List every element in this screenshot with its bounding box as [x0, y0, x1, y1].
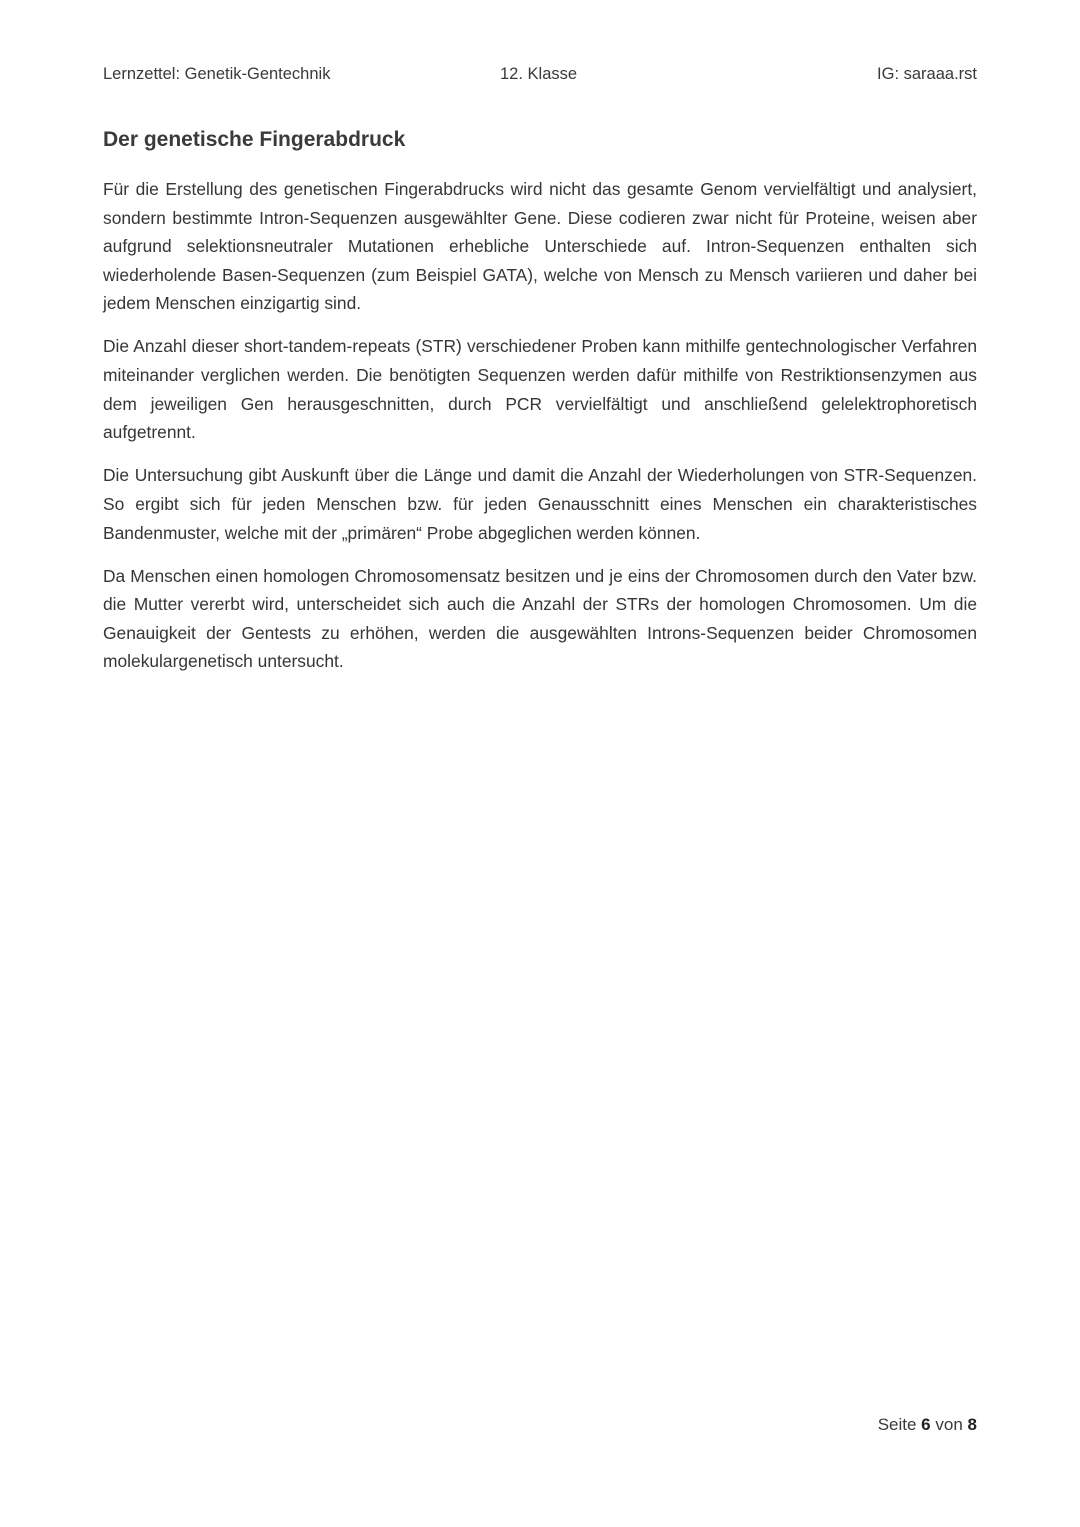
- page-number-prefix: Seite: [877, 1415, 917, 1434]
- page-number: [878, 1415, 977, 1435]
- paragraph: Die Anzahl dieser short-tandem-repeats (STR) verschiedener Proben kann mithilfe gentechnologischer Verfahren miteinander verglichen werden. Die benötigten Sequenzen werden dafür mithilfe von Restriktionsenzymen aus dem jeweiligen Gen herausgeschnitten, durch PCR vervielfältigt und anschließend gelelektrophoretisch aufgetrennt.: [103, 336, 977, 443]
- total-pages: 8: [967, 1415, 977, 1434]
- page-number-middle: von: [935, 1415, 963, 1434]
- header-author: IG: saraaa.rst: [877, 65, 977, 83]
- document-body: [103, 175, 977, 691]
- paragraph: Da Menschen einen homologen Chromosomensatz besitzen und je eins der Chromosomen durch den Vater bzw. die Mutter vererbt wird, unterscheidet sich auch die Anzahl der STRs der homologen Chromosomen. Um die Genauigkeit der Gentests zu erhöhen, werden die ausgewählten Introns-Sequenzen beider Chromosomen molekulargenetisch untersucht.: [103, 565, 977, 672]
- current-page: 6: [921, 1415, 931, 1434]
- paragraph: Die Untersuchung gibt Auskunft über die Länge und damit die Anzahl der Wiederholungen von STR-Sequenzen. So ergibt sich für jeden Menschen bzw. für jeden Genausschnitt eines Menschen ein charakteristisches Bandenmuster, welche mit der „primären“ Probe abgeglichen werden können.: [103, 465, 977, 543]
- header-subject: Lernzettel: Genetik-Gentechnik: [103, 65, 331, 83]
- section-title: Der genetische Fingerabdruck: [103, 128, 406, 151]
- header-grade: 12. Klasse: [500, 65, 578, 83]
- page-header: [103, 65, 977, 89]
- paragraph: Für die Erstellung des genetischen Fingerabdrucks wird nicht das gesamte Genom vervielfältigt und analysiert, sondern bestimmte Intron-Sequenzen ausgewählter Gene. Diese codieren zwar nicht für Proteine, weisen aber aufgrund selektionsneutraler Mutationen erhebliche Unterschiede auf. Intron-Sequenzen enthalten sich wiederholende Basen-Sequenzen (zum Beispiel GATA), welche von Mensch zu Mensch variieren und daher bei jedem Menschen einzigartig sind.: [103, 179, 977, 314]
